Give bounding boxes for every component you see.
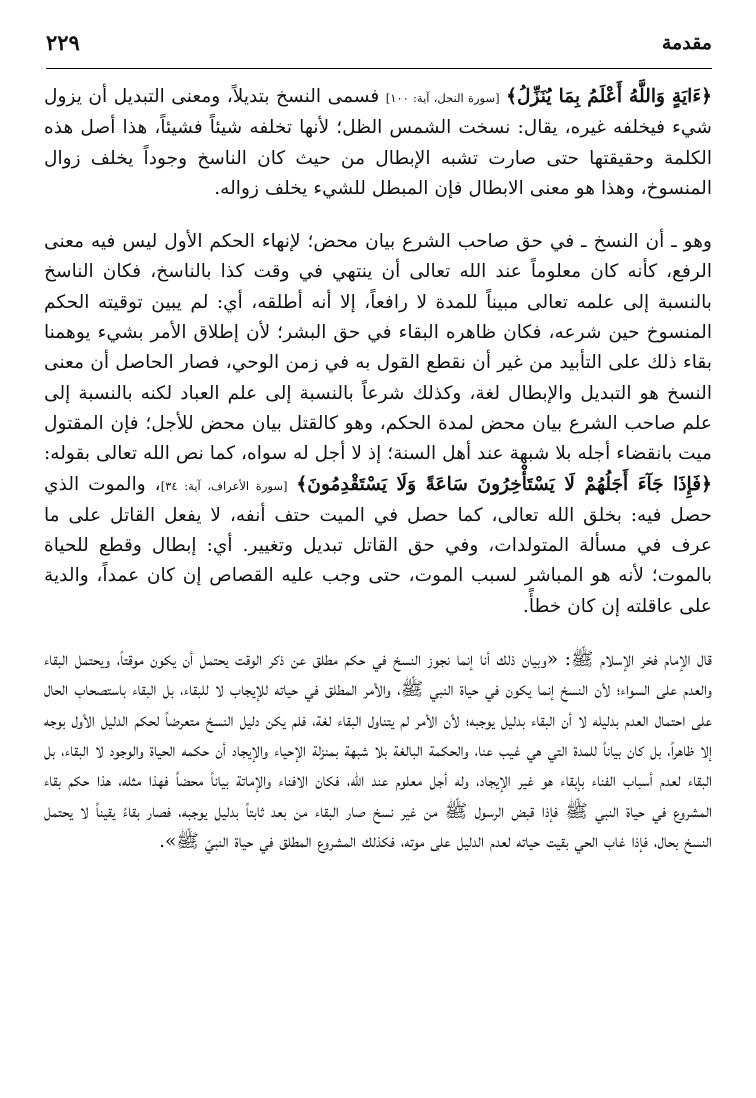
verse-reference: [سورة النحل، آية: ١٠٠] — [385, 91, 500, 105]
paragraph-text: قال الإمام فخر الإسلام ﷺ: «وبيان ذلك أنا إنما نجوز النسخ في حكم مطلق عن ذكر الوقت يحتمل أن يكون موقتاً، ويحتمل البقاء والعدم على السواء؛ لأن النسخ إنما يكون في حياة النبي ﷺ، والأمر المطلق في حياته للإيجاب لا للبقاء، بل البقاء باستصحاب الحال على احتمال العدم بدليله لا أن البقاء بدليل يوجبه؛ لأن الأمر لم يتناول البقاء لغة، فلم يكن دليل النسخ متعرضاً لحكم الدليل الأول بوجه إلا ظاهراً، بل كان بياناً للمدة التي هي غيب عنا، والحكمة البالغة بلا شبهة بمنزلة الإحياء والإيجاد أن حكمه الحياة والوجود لا البقاء، بل البقاء لعدم أسباب الفناء بإبقاء هو غير الإيجاد، وله أجل معلوم عند الله، فكان الافناء والإماتة بياناً محضاً فهذا مثله، هذا حكم بقاء المشروع في حياة النبي ﷺ فإذا قبض الرسول ﷺ من غير نسخ صار البقاء من بعد ثابتاً بدليل يوجبه، فصار بقاءً يقيناً لا يحتمل النسخ بحال، فإذا غاب الحي بقيت حياته لعدم الدليل على موته، فكذلك المشروع المطلق في حياة النبيّ ﷺ». — [44, 649, 712, 852]
paragraph-text: وهو ـ أن النسخ ـ في حق صاحب الشرع بيان محض؛ لإنهاء الحكم الأول ليس فيه معنى الرفع، كأنه كان معلوماً عند الله تعالى أن ينتهي في وقت كذا بالناسخ، فكان الناسخ بالنسبة إلى علمه تعالى مبيناً للمدة لا رافعاً، إلا أنه أطلقه، أي: لم يبين توقيته الحكم المنسوخ حين شرعه، فكان ظاهره البقاء في حق البشر؛ لأن إطلاق الأمر بشيء يوهمنا بقاء ذلك على التأبيد من غير أن نقطع القول به في زمن الوحي، فصار الحاصل أن معنى النسخ هو التبديل والإبطال لغة، وكذلك شرعاً بالنسبة إلى علم العباد لكنه بالنسبة إلى علم صاحب الشرع بيان محض لمدة الحكم، وهو كالقتل بيان محض للأجل؛ فإن المقتول ميت بانقضاء أجله بلا شبهة عند أهل السنة؛ إذ لا أجل له سواه، كما نص الله تعالى بقوله: — [44, 231, 712, 465]
verse-reference: [سورة الأعراف، آية: ٣٤] — [160, 478, 288, 493]
quran-verse: ﴿فَإِذَا جَآءَ أَجَلُهُمْ لَا يَسْتَأْخِرُونَ سَاعَةً وَلَا يَسْتَقْدِمُونَ﴾ — [296, 473, 712, 495]
paragraph-2 — [44, 227, 712, 622]
page-header — [46, 30, 712, 68]
header-rule — [46, 68, 712, 69]
quran-verse: ﴿ءَايَةٍ وَاللَّهُ أَعْلَمُ بِمَا يُنَزِّلُ﴾ — [506, 86, 712, 107]
paragraph-text: فسمى النسخ بتديلاً، ومعنى التبديل أن يزول شيء فيخلفه غيره، يقال: نسخت الشمس الظل؛ لأنها تخلفه شيئاً فشيئاً، هذا أصل هذه الكلمة وحقيقتها حتى صارت تشبه الإبطال من حيث كان الناسخ وجوداً يخلف زوال المنسوخ، وهذا هو معنى الابطال فإن المبطل للشيء يخلف زواله. — [44, 86, 712, 199]
paragraph-3 — [44, 645, 712, 857]
running-title: مقدمة — [661, 32, 712, 54]
paragraph-1 — [44, 82, 712, 204]
paragraph-text: ، والموت الذي حصل فيه: بخلق الله تعالى، كما حصل في الميت حتف أنفه، لا يفعل القاتل على ما عرف في مسألة المتولدات، وفي حق القاتل تبديل وتغيير. أي: إبطال وقطع للحياة بالموت؛ لأنه هو المباشر لسبب الموت، حتى وجب عليه القصاص إن كان عمداً، والدية على عاقلته إن كان خطأً. — [44, 473, 712, 617]
page-number: ٢٢٩ — [46, 30, 80, 55]
page-body — [44, 82, 712, 857]
